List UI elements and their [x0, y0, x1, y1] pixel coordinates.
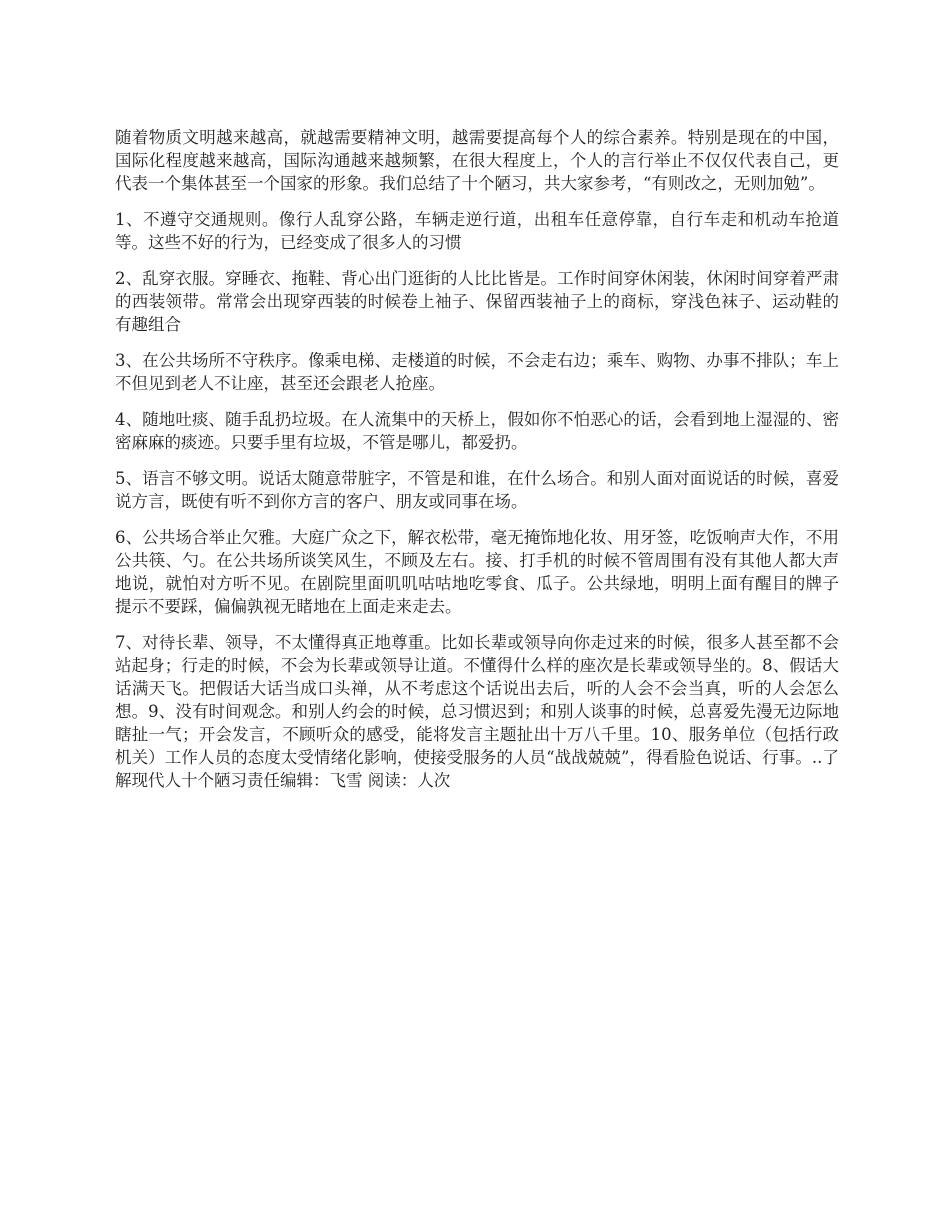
intro-paragraph: 随着物质文明越来越高，就越需要精神文明，越需要提高每个人的综合素养。特别是现在的中国，国际化程度越来越高，国际沟通越来越频繁，在很大程度上，个人的言行举止不仅仅代表自己，更代表一个集体甚至一个国家的形象。我们总结了十个陋习，共大家参考，“有则改之，无则加勉”。: [115, 128, 839, 193]
paragraph-item-5: 5、语言不够文明。说话太随意带脏字，不管是和谁，在什么场合。和别人面对面说话的时候，喜爱说方言，既使有听不到你方言的客户、朋友或同事在场。: [115, 469, 839, 511]
paragraph-item-7-to-10: 7、对待长辈、领导，不太懂得真正地尊重。比如长辈或领导向你走过来的时候，很多人甚至都不会站起身；行走的时候，不会为长辈或领导让道。不懂得什么样的座次是长辈或领导坐的。8、假话大话满天飞。把假话大话当成口头禅，从不考虑这个话说出去后，听的人会不会当真，听的人会怎么想。9、没有时间观念。和别人约会的时候，总习惯迟到；和别人谈事的时候，总喜爱先漫无边际地瞎扯一气；开会发言，不顾听众的感受，能将发言主题扯出十万八千里。10、服务单位（包括行政机关）工作人员的态度太受情绪化影响，使接受服务的人员“战战兢兢”，得看脸色说话、行事。..了解现代人十个陋习责任编辑：飞雪 阅读：人次: [115, 633, 839, 790]
document-body: [115, 126, 839, 805]
paragraph-item-1: 1、不遵守交通规则。像行人乱穿公路，车辆走逆行道，出租车任意停靠，自行车走和机动车抢道等。这些不好的行为，已经变成了很多人的习惯: [115, 210, 839, 252]
paragraph-item-4: 4、随地吐痰、随手乱扔垃圾。在人流集中的天桥上，假如你不怕恶心的话，会看到地上湿湿的、密密麻麻的痰迹。只要手里有垃圾，不管是哪儿，都爱扔。: [115, 410, 839, 452]
paragraph-item-3: 3、在公共场所不守秩序。像乘电梯、走楼道的时候，不会走右边；乘车、购物、办事不排队；车上不但见到老人不让座，甚至还会跟老人抢座。: [115, 351, 839, 393]
paragraph-item-2: 2、乱穿衣服。穿睡衣、拖鞋、背心出门逛街的人比比皆是。工作时间穿休闲装，休闲时间穿着严肃的西装领带。常常会出现穿西装的时候卷上袖子、保留西装袖子上的商标，穿浅色袜子、运动鞋的有趣组合: [115, 269, 839, 334]
paragraph-item-6: 6、公共场合举止欠雅。大庭广众之下，解衣松带，毫无掩饰地化妆、用牙签，吃饭响声大作，不用公共筷、勺。在公共场所谈笑风生，不顾及左右。接、打手机的时候不管周围有没有其他人都大声地说，就怕对方听不见。在剧院里面叽叽咕咕地吃零食、瓜子。公共绿地，明明上面有醒目的牌子提示不要踩，偏偏孰视无睹地在上面走来走去。: [115, 528, 839, 616]
